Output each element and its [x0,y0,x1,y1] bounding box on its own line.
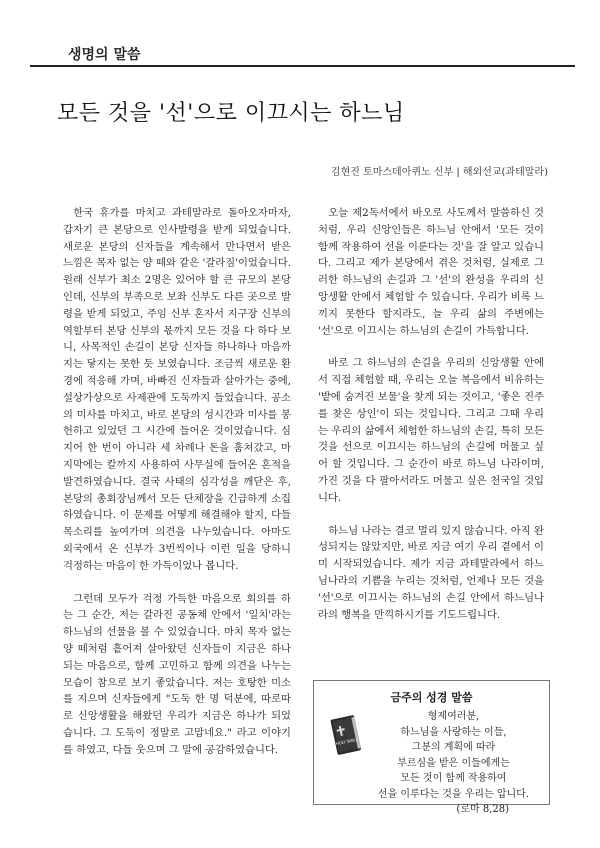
article-byline: 김현진 토마스데아퀴노 신부 | 해외선교(과테말라) [330,167,548,178]
paragraph: 한국 휴가를 마치고 과테말라로 돌아오자마자, 갑자기 큰 본당으로 인사발령을 받게 되었습니다. 새로운 본당의 신자들을 계속해서 만나면서 받은 느낌은 목자 없는 양 떼와 같은 '갈라짐'이었습니다. 원래 신부가 최소 2명은 있어야 할 큰 규모의 본당인데, 신부의 부족으로 보좌 신부도 다른 곳으로 발령을 받게 되었고, 주임 신부 혼자서 지구장 신부의 역할부터 본당 신부의 몫까지 모든 것을 다 하다 보니, 사목적인 손길이 본당 신자들 하나하나 마음까지는 닿지는 못한 듯 보였습니다. 조금씩 새로운 환경에 적응해 가며, 바빠진 신자들과 살아가는 중에, 설상가상으로 사제관에 도둑까지 들었습니다. 공소의 미사를 마치고, 바로 본당의 성시간과 미사를 봉헌하고 있었던 그 시간에 들어온 것이었습니다. 심지어 한 번이 아니라 세 차례나 돈을 훔쳐갔고, 마지막에는 칼까지 사용하여 사무실에 들어온 흔적을 발견하였습니다. 결국 사태의 심각성을 깨닫은 후, 본당의 총회장님께서 모든 단체장을 긴급하게 소집하였습니다. 이 문제를 어떻게 해결해야 할지, 다들 목소리를 높여가며 의견을 나누었습니다. 아마도 외국에서 온 신부가 3번씩이나 이런 일을 당하니 걱정하는 마음이 한 가득이었나 봅니다. [63,207,291,572]
verse-line: 모든 것이 함께 작용하여 [400,773,507,784]
section-label: 생명의 말씀 [68,47,141,63]
article-title: 모든 것을 '선'으로 이끄시는 하느님 [57,101,405,126]
paragraph: 오늘 제2독서에서 바오로 사도께서 말씀하신 것처럼, 우리 신앙인들은 하느님 안에서 '모든 것이 함께 작용하여 선을 이룬다는 것'을 잘 알고 있습니다. 그리고 제가 본당에서 겪은 것처럼, 실제로 그러한 하느님의 손길과 그 '선'의 완성을 우리의 신앙생활 안에서 체험할 수 있습니다. 우리가 비록 느끼지 못한다 할지라도, 늘 우리 삶의 주변에는 '선'으로 이끄시는 하느님의 손길이 가득합니다. [318,207,544,337]
verse-line: 부르심을 받은 이들에게는 [397,757,510,769]
verse-line: 선을 이루다는 것을 우리는 압니다. [377,788,530,800]
bible-cover-text: HOLY BIBLE [335,736,359,747]
verse-line: 그분의 계획에 따라 [411,742,496,753]
paragraph: 그런데 모두가 걱정 가득한 마음으로 회의를 하는 그 순간, 저는 갈라진 공동체 안에서 '일치'라는 하느님의 선물을 볼 수 있었습니다. 마치 목자 없는 양 떼처럼 흩어져 살아왔던 신자들이 지금은 하나 되는 마음으로, 함께 고민하고 함께 의견을 나누는 모습이 참으로 보기 좋았습니다. 저는 호탕한 미소를 지으며 신자들에게 "도둑 한 명 덕분에, 따로따로 신앙생활을 해왔던 우리가 지금은 하나가 되었습니다. 그 도둑이 정말로 고맙네요." 라고 이야기를 하였고, 다들 웃으며 그 말에 공감하였습니다. [63,592,291,756]
article-column-right [318,205,544,623]
article-column-left [63,205,291,759]
paragraph: 바로 그 하느님의 손길을 우리의 신앙생활 안에서 직접 체험할 때, 우리는 오늘 복음에서 비유하는 '밭에 숨겨진 보물'을 찾게 되는 것이고, '좋은 진주를 찾은 상인'이 되는 것입니다. 그리고 그때 우리는 우리의 삶에서 체험한 하느님의 손길, 특히 모든 것을 선으로 이끄시는 하느님의 손길에 머물고 싶어 할 것입니다. 그 순간이 바로 하느님 나라이며, 가진 것을 다 팔아서라도 머물고 싶은 천국일 것입니다. [318,357,544,504]
verse-box-title: 금주의 성경 말씀 [390,691,473,704]
weekly-verse-box [313,680,550,815]
verse-line: 하느님을 사랑하는 이들, [400,726,507,738]
section-divider [30,65,575,67]
verse-reference: (로마 8,28) [456,804,509,815]
paragraph: 하느님 나라는 결코 멀리 있지 않습니다. 아직 완성되지는 않았지만, 바로 지금 여기 우리 곁에서 이미 시작되었습니다. 제가 지금 과테말라에서 하느님나라의 기쁨을 누리는 것처럼, 언제나 모든 것을 '선'으로 이끄시는 하느님의 손길 안에서 하느님나라의 행복을 만끽하시기를 기도드립니다. [318,524,544,621]
holy-bible-book-icon [328,713,364,759]
verse-text [368,709,539,818]
verse-line: 형제여러분, [427,711,480,722]
